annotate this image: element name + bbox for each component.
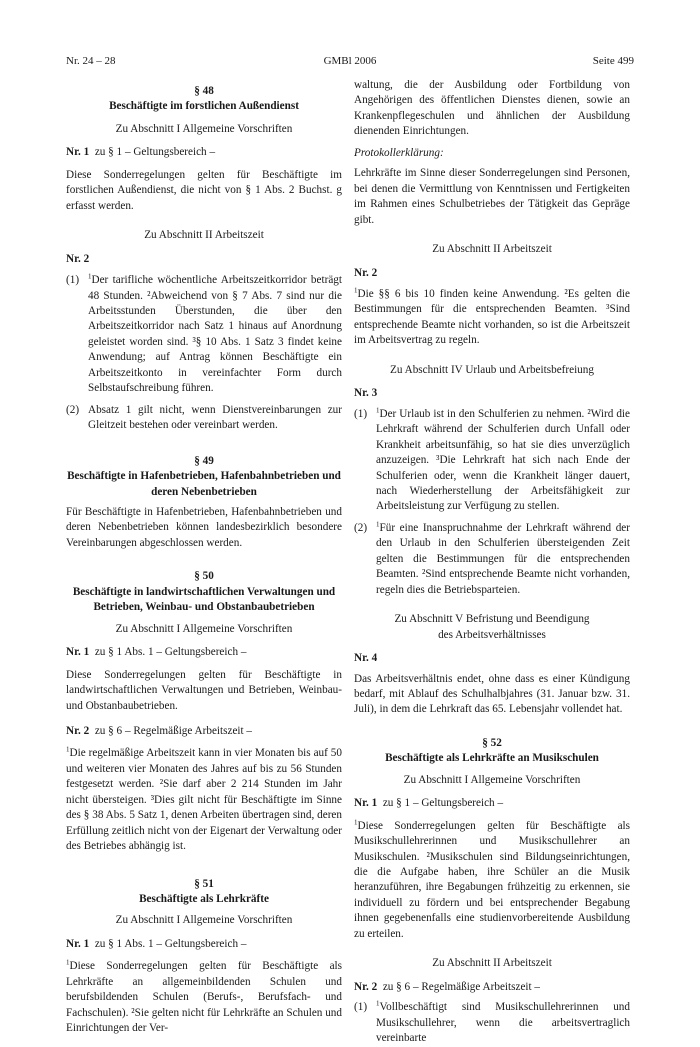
section-51-nr3-heading: Nr. 3 [354,387,378,400]
section-50-nr2-text: $^1$Die regelmäßige Arbeitszeit kann in vier Monaten bis auf 50 und weiteren vier Monaten des Jahres auf bis zu 56 Stunden festgesetzt werden. ²Sie darf aber 2 214 Stunden im Jahr nicht übersteigen. ³Dies gilt nicht für Beschäftigte im Sinne des § 38 Abs. 5 Satz 1, denen Arbeiten übertragen sind, deren Erfüllung zeitlich nicht von der Eigenart der Verwaltung oder des Betriebes abhängig ist. [66,745,342,853]
nr-label: Nr. 1 [66,146,90,159]
right-column [354,78,630,1047]
section-51-subheading-5b: des Arbeitsverhältnisses [438,628,546,641]
section-51-subheading-2: Zu Abschnitt II Arbeitszeit [432,243,552,256]
section-51-subheading-4: Zu Abschnitt IV Urlaub und Arbeitsbefreiung [390,363,594,376]
header-journal: GMBl 2006 [323,55,377,67]
section-52-subheading: Zu Abschnitt I Allgemeine Vorschriften [403,773,581,786]
section-48-number: § 48 [194,85,214,97]
section-51-number: § 51 [194,877,214,890]
section-51-nr2-text: $^1$Die §§ 6 bis 10 finden keine Anwendung. ²Es gelten die Bestimmungen für die entsprechenden Beamten. ³Sind entsprechende Beamte nicht vorhanden, so ist die Arbeitszeit im Arbeitsvertrag zu regeln. [354,286,630,347]
section-50-title: Beschäftigte in landwirtschaftlichen Verwaltungen und Betrieben, Weinbau- und Obstanbaubetrieben [72,585,336,614]
section-48-nr1-text: Diese Sonderregelungen gelten für Beschäftigte im forstlichen Außendienst, die nicht von § 1 Abs. 2 Buchst. g erfasst werden. [66,168,342,212]
section-52-subheading-2: Zu Abschnitt II Arbeitszeit [432,957,552,970]
section-49-text: Für Beschäftigte in Hafenbetrieben, Hafenbahnbetrieben und deren Nebenbetrieben können landesbezirklich besondere Vereinbarungen abgeschlossen werden. [66,505,342,549]
section-50-nr2-heading: Nr. 2 zu § 6 – Regelmäßige Arbeitszeit – [66,724,253,737]
section-50-nr1-heading: Nr. 1 zu § 1 Abs. 1 – Geltungsbereich – [66,646,247,659]
section-51-title: Beschäftigte als Lehrkräfte [139,893,269,906]
section-51-nr3-paragraph-1: (1) $^1$Der Urlaub ist in den Schulferien zu nehmen. ²Wird die Lehrkraft während der Schulferien durch Unfall oder Krankheit arbeitsunfähig, so hat sie dies unverzüglich anzuzeigen. ³Die Lehrkraft hat sich nach Ende der Schulferien oder, wenn die Krankheit länger dauert, nach Wiederherstellung der Arbeitsfähigkeit zur Arbeitsleistung zur Verfügung zu stellen. [354,405,630,513]
section-51-nr3-paragraph-2: (2) $^1$Für eine Inanspruchnahme der Lehrkraft während der den Urlaub in den Schulferien übersteigenden Zeit gelten die Bestimmungen für die entsprechenden Beamten. ²Sind entsprechende Beamte nicht vorhanden, regeln dies die Betriebsparteien. [354,520,630,596]
section-51-nr4-text: Das Arbeitsverhältnis endet, ohne dass es einer Kündigung bedarf, mit Ablauf des Schulhalbjahres (31. Januar bzw. 31. Juli), in dem die Lehrkraft das 65. Lebensjahr vollendet hat. [354,672,630,716]
section-50-number: § 50 [194,570,214,583]
section-51-nr4-heading: Nr. 4 [354,652,378,665]
section-49-number: § 49 [194,454,214,467]
left-column [66,78,342,1037]
section-48-paragraph-1: (1) $^1$Der tarifliche wöchentliche Arbeitszeitkorridor beträgt 48 Stunden. ²Abweichend von § 7 Abs. 7 sind nur die Arbeitsstunden Überstunden, die über den Arbeitszeitkorridor nach Satz 1 hinaus auf Anordnung geleistet worden sind. ³§ 10 Abs. 1 Satz 3 findet keine Anwendung; auf Antrag können Beschäftigte ein Arbeitszeitkonto in vereinfachter Form durch Selbstaufschreibung führen. [66,272,342,395]
section-51-nr1-heading: Nr. 1 zu § 1 Abs. 1 – Geltungsbereich – [66,937,247,950]
section-52-nr2-heading: Nr. 2 zu § 6 – Regelmäßige Arbeitszeit – [354,980,541,993]
section-48-subheading-2: Zu Abschnitt II Arbeitszeit [144,229,264,242]
section-51-nr2-heading: Nr. 2 [354,266,378,279]
header-issue: Nr. 24 – 28 [66,55,116,67]
section-52-number: § 52 [482,736,502,749]
section-49-title: Beschäftigte in Hafenbetrieben, Hafenbahnbetrieben und deren Nebenbetrieben [67,470,341,498]
section-48-paragraph-2: (2) Absatz 1 gilt nicht, wenn Dienstvereinbarungen zur Gleitzeit bestehen oder vereinbart werden. [66,403,342,432]
section-50-nr1-text: Diese Sonderregelungen gelten für Beschäftigte in landwirtschaftlichen Verwaltungen und Betrieben, Weinbau- und Obstanbaubetrieben. [66,668,342,712]
section-52-title: Beschäftigte als Lehrkräfte an Musikschulen [385,752,599,765]
section-52-nr2-paragraph-1: (1) $^1$Vollbeschäftigt sind Musikschullehrerinnen und Musikschullehrer, wenn die arbeitsvertraglich vereinbarte [354,999,630,1045]
section-52-nr1-heading: Nr. 1 zu § 1 – Geltungsbereich – [354,797,504,810]
header-page-number: Seite 499 [592,55,634,67]
section-51-nr1-continued: waltung, die der Ausbildung oder Fortbildung von Angehörigen des öffentlichen Dienstes dienen, sowie an Krankenpflegeschulen und ähnlichen der Ausbildung dienenden Einrichtungen. [354,79,630,138]
protocol-note-text: Lehrkräfte im Sinne dieser Sonderregelungen sind Personen, bei denen die Vermittlung von Kenntnissen und Fertigkeiten im Rahmen eines Schulbetriebes der Tätigkeit das Gepräge gibt. [354,167,630,226]
protocol-note-label: Protokollerklärung: [354,146,444,159]
section-51-subheading: Zu Abschnitt I Allgemeine Vorschriften [115,914,293,927]
section-48-title: Beschäftigte im forstlichen Außendienst [109,100,299,113]
section-48-nr1-heading [66,145,342,160]
section-50-subheading: Zu Abschnitt I Allgemeine Vorschriften [115,622,293,635]
section-48-subheading: Zu Abschnitt I Allgemeine Vorschriften [115,122,293,135]
section-51-nr1-text: $^1$Diese Sonderregelungen gelten für Beschäftigte als Lehrkräfte an allgemeinbildenden Schulen und berufsbildenden Schulen (Berufs-, Berufsfach- und Fachschulen). ²Sie gelten nicht für Lehrkräfte an Schulen und Einrichtungen der Ver- [66,958,342,1035]
section-48-nr2-heading: Nr. 2 [66,252,90,265]
section-51-subheading-5a: Zu Abschnitt V Befristung und Beendigung [394,613,590,626]
section-52-nr1-text: $^1$Diese Sonderregelungen gelten für Beschäftigte als Musikschullehrerinnen und Musikschullehrer an Musikschulen. ²Musikschulen sind Bildungseinrichtungen, die die Aufgabe haben, ihre Schüler an die Musik heranzuführen, ihre Begabungen frühzeitig zu erkennen, sie individuell zu fördern und bei entsprechender Begabung ihnen gegebenenfalls eine studienvorbereitende Ausbildung zu erteilen. [354,817,630,940]
nr-ref: zu § 1 – Geltungsbereich – [94,146,216,159]
